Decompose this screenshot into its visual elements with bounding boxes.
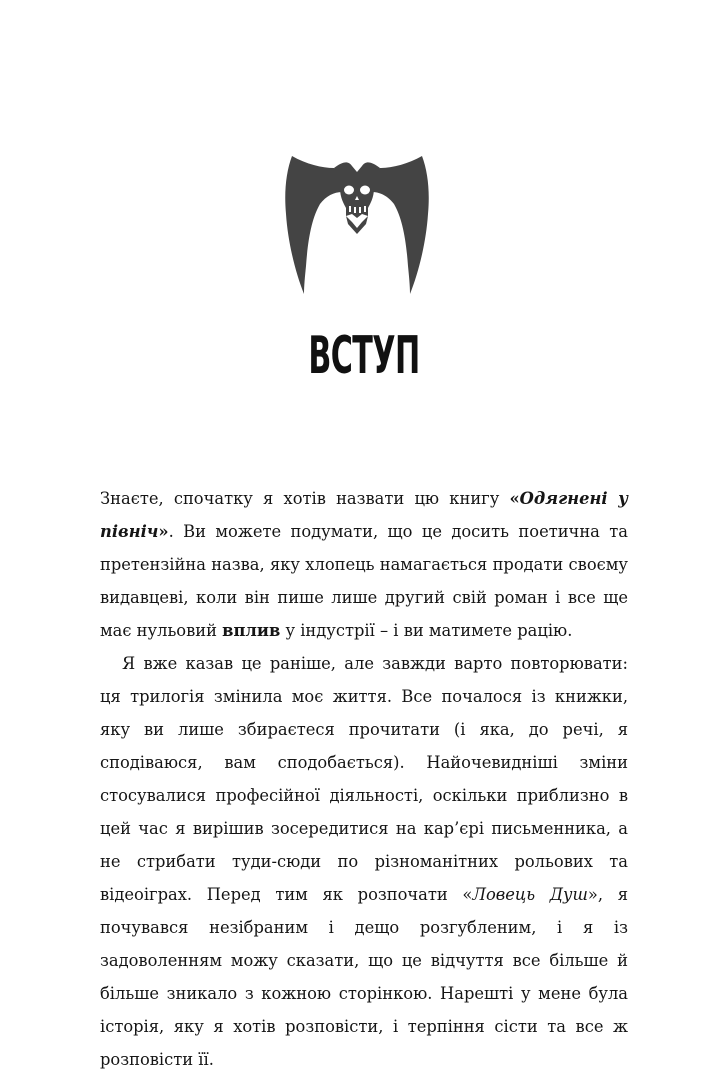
text-run: » <box>158 522 169 541</box>
text-run: . Ви можете подумати, що це досить поетична та претензійна назва, яку хлопець намагається продати своєму видавцеві, коли він пише лише другий свій роман і все ще має нульовий <box>100 522 628 640</box>
chapter-title: ВСТУП <box>308 326 420 386</box>
winged-skull-emblem-icon <box>282 148 432 296</box>
bold-term: вплив <box>222 621 281 640</box>
text-run: Я вже казав це раніше, але завжди варто повторювати: ця трилогія змінила моє життя. Все почалося із книжки, яку ви лише збираєтеся прочитати (і яка, до речі, я сподіваюся, вам сподобається). Найочевидніші зміни стосувалися професійної діяльності, оскільки приблизно в цей час я вирішив зосередитися на кар’єрі письменника, а не стрибати туди-сюди по різноманітних рольових та відеоіграх. Перед тим як розпочати <box>100 654 628 904</box>
book-title-emphasis: Ловець Душ <box>472 885 588 904</box>
text-run: » <box>587 885 598 904</box>
paragraph <box>100 647 628 1076</box>
text-run: Знаєте, спочатку я хотів назвати цю книгу <box>100 489 510 508</box>
text-run: , я почувався незібраним і дещо розгубленим, і я із задоволенням можу сказати, що це відчуття все більше й більше зникало з кожною сторінкою. Нарешті у мене була історія, яку я хотів розповісти, і терпіння сісти та все ж розповісти її. <box>100 885 628 1069</box>
text-run: « <box>509 489 520 508</box>
text-run: у індустрії – і ви матимете рацію. <box>280 621 573 640</box>
chapter-body <box>100 482 628 1076</box>
book-title-emphasis: Одягнені у північ <box>100 489 629 541</box>
text-run: « <box>462 885 473 904</box>
paragraph <box>100 482 628 647</box>
